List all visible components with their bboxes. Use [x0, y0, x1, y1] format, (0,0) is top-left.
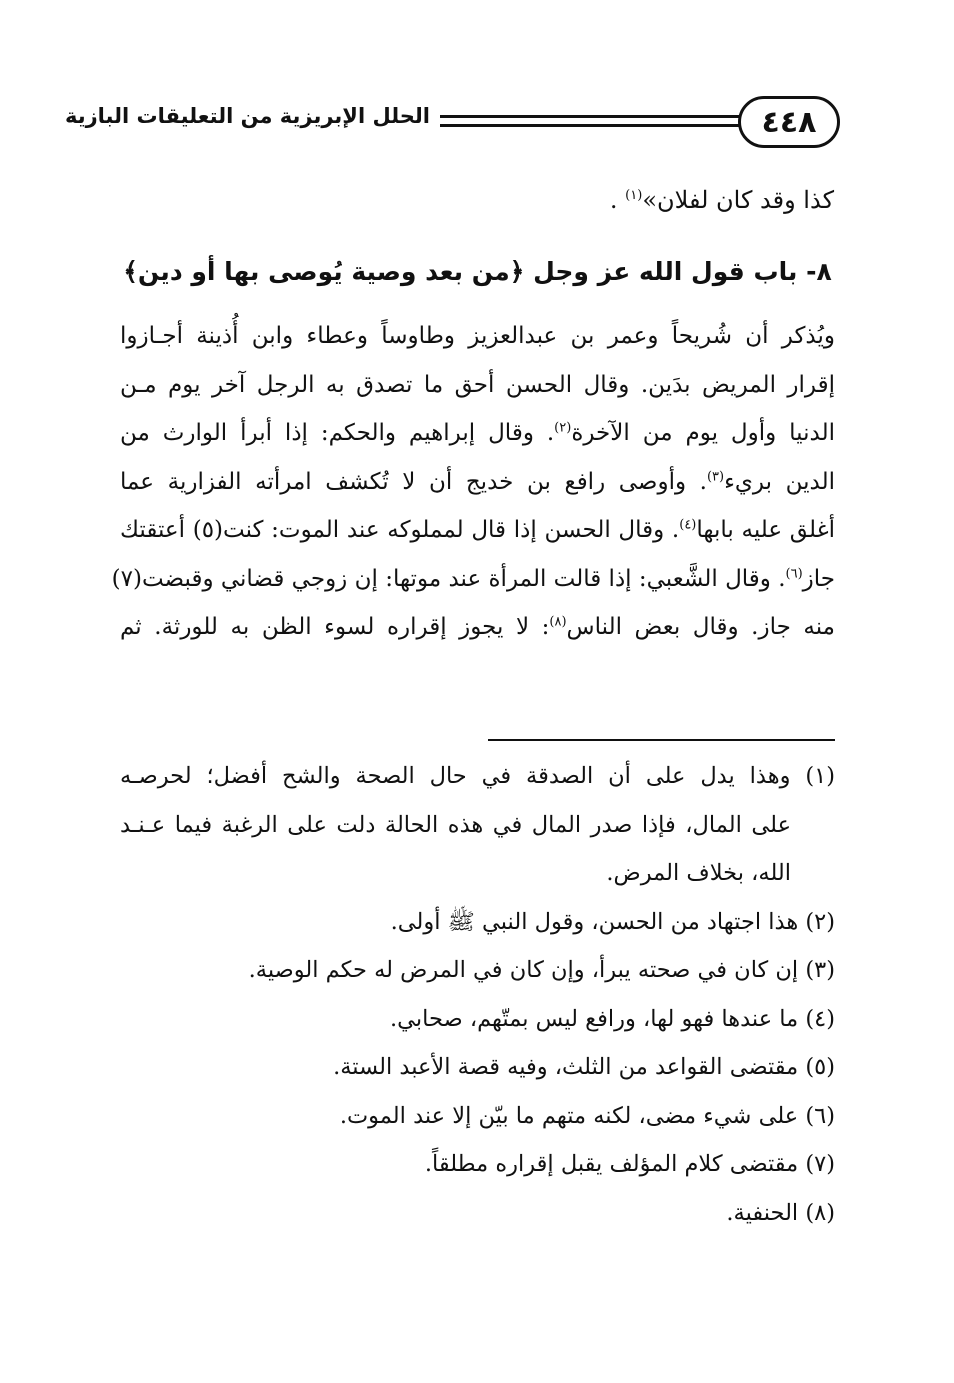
- body-line-text: جاز: [802, 565, 835, 592]
- footnote-8: (٨) الحنفية.: [726, 1199, 835, 1226]
- body-line: [120, 361, 835, 410]
- footnote-7: (٧) مقتضى كلام المؤلف يقبل إقراره مطلقاً.: [424, 1151, 835, 1177]
- body-line-text: الدنيا وأول يوم من الآخرة: [571, 420, 835, 446]
- body-line: [120, 506, 835, 555]
- page-header: [64, 96, 840, 152]
- note-ref: (١): [625, 188, 643, 203]
- header-double-rule: [440, 115, 740, 127]
- footnote-4: (٤) ما عندها فهو لها، ورافع ليس بمتّهم، صحابي.: [390, 1005, 835, 1032]
- footnote-separator: [488, 739, 835, 741]
- footnote-6: (٦) على شيء مضى، لكنه متهم ما بيّن إلا عند الموت.: [339, 1102, 835, 1129]
- note-ref: (٣): [706, 468, 725, 484]
- footnote-3: (٣) إن كان في صحته يبرأ، وإن كان في المرض له حكم الوصية.: [248, 957, 835, 983]
- body-line: [120, 458, 835, 507]
- page-number: ٤٤٨: [738, 96, 840, 148]
- body-line-text: . وقال الحسن إذا قال لمملوكه عند الموت: كنت(٥) أعتقتك: [120, 517, 680, 543]
- body-line-text: ويُذكر أن شُريحاً وعمر بن عبدالعزيز وطاوساً وعطاء وابن أُذينة أجـازوا: [120, 323, 835, 349]
- continuation-tail: .: [609, 186, 626, 214]
- running-title: الحلل الإبريزية من التعليقات البازية: [64, 104, 430, 128]
- body-line-text: منه جاز. وقال بعض الناس: [566, 614, 835, 640]
- body-line: [120, 603, 835, 652]
- body-paragraph: [111, 312, 835, 652]
- note-ref: (٤): [679, 517, 697, 533]
- body-line: [111, 555, 835, 604]
- note-ref: (٨): [549, 614, 567, 630]
- note-ref: (٦): [785, 565, 803, 581]
- footnote-2: (٢) هذا اجتهاد من الحسن، وقول النبي ﷺ أولى.: [390, 908, 835, 935]
- chapter-title: ٨- باب قول الله عز وجل ﴿من بعد وصية يُوصى بها أو دين﴾: [123, 257, 832, 286]
- body-line-text: . وأوصى رافع بن خديج أن لا تُكشف امرأته الفزارية عما: [120, 468, 707, 495]
- footnotes: [120, 752, 835, 1237]
- body-line-text: . وقال الشَّعبي: إذا قالت المرأة عند موتها: إن زوجي قضاني وقبضت(٧): [111, 565, 786, 592]
- body-line: [120, 312, 835, 361]
- continuation-line: [119, 176, 834, 224]
- body-line-text: أغلق عليه بابها: [696, 517, 835, 543]
- body-line-text: إقرار المريض بدَين. وقال الحسن أحق ما تصدق به الرجل آخر يوم مـن: [120, 371, 835, 398]
- body-line-text: . وقال إبراهيم والحكم: إذا أبرأ الوارث من: [120, 420, 555, 446]
- footnote-1: (١) وهذا يدل على أن الصدقة في حال الصحة والشح أفضل؛ لحرصـه: [120, 763, 835, 789]
- body-line-text: : لا يجوز إقراره لسوء الظن به للورثة. ثم: [120, 614, 550, 640]
- footnote-1-continuation: على المال، فإذا صدر المال في هذه الحالة دلت على الرغبة فيما عـنـد: [120, 811, 791, 838]
- note-ref: (٢): [554, 420, 572, 436]
- footnote-5: (٥) مقتضى القواعد من الثلث، وفيه قصة الأعبد الستة.: [333, 1054, 835, 1080]
- body-line: [120, 409, 835, 458]
- continuation-text: كذا وقد كان لفلان»: [642, 186, 834, 214]
- footnote-1-continuation: الله، بخلاف المرض.: [606, 860, 791, 886]
- body-line-text: الدين بريء: [724, 468, 835, 495]
